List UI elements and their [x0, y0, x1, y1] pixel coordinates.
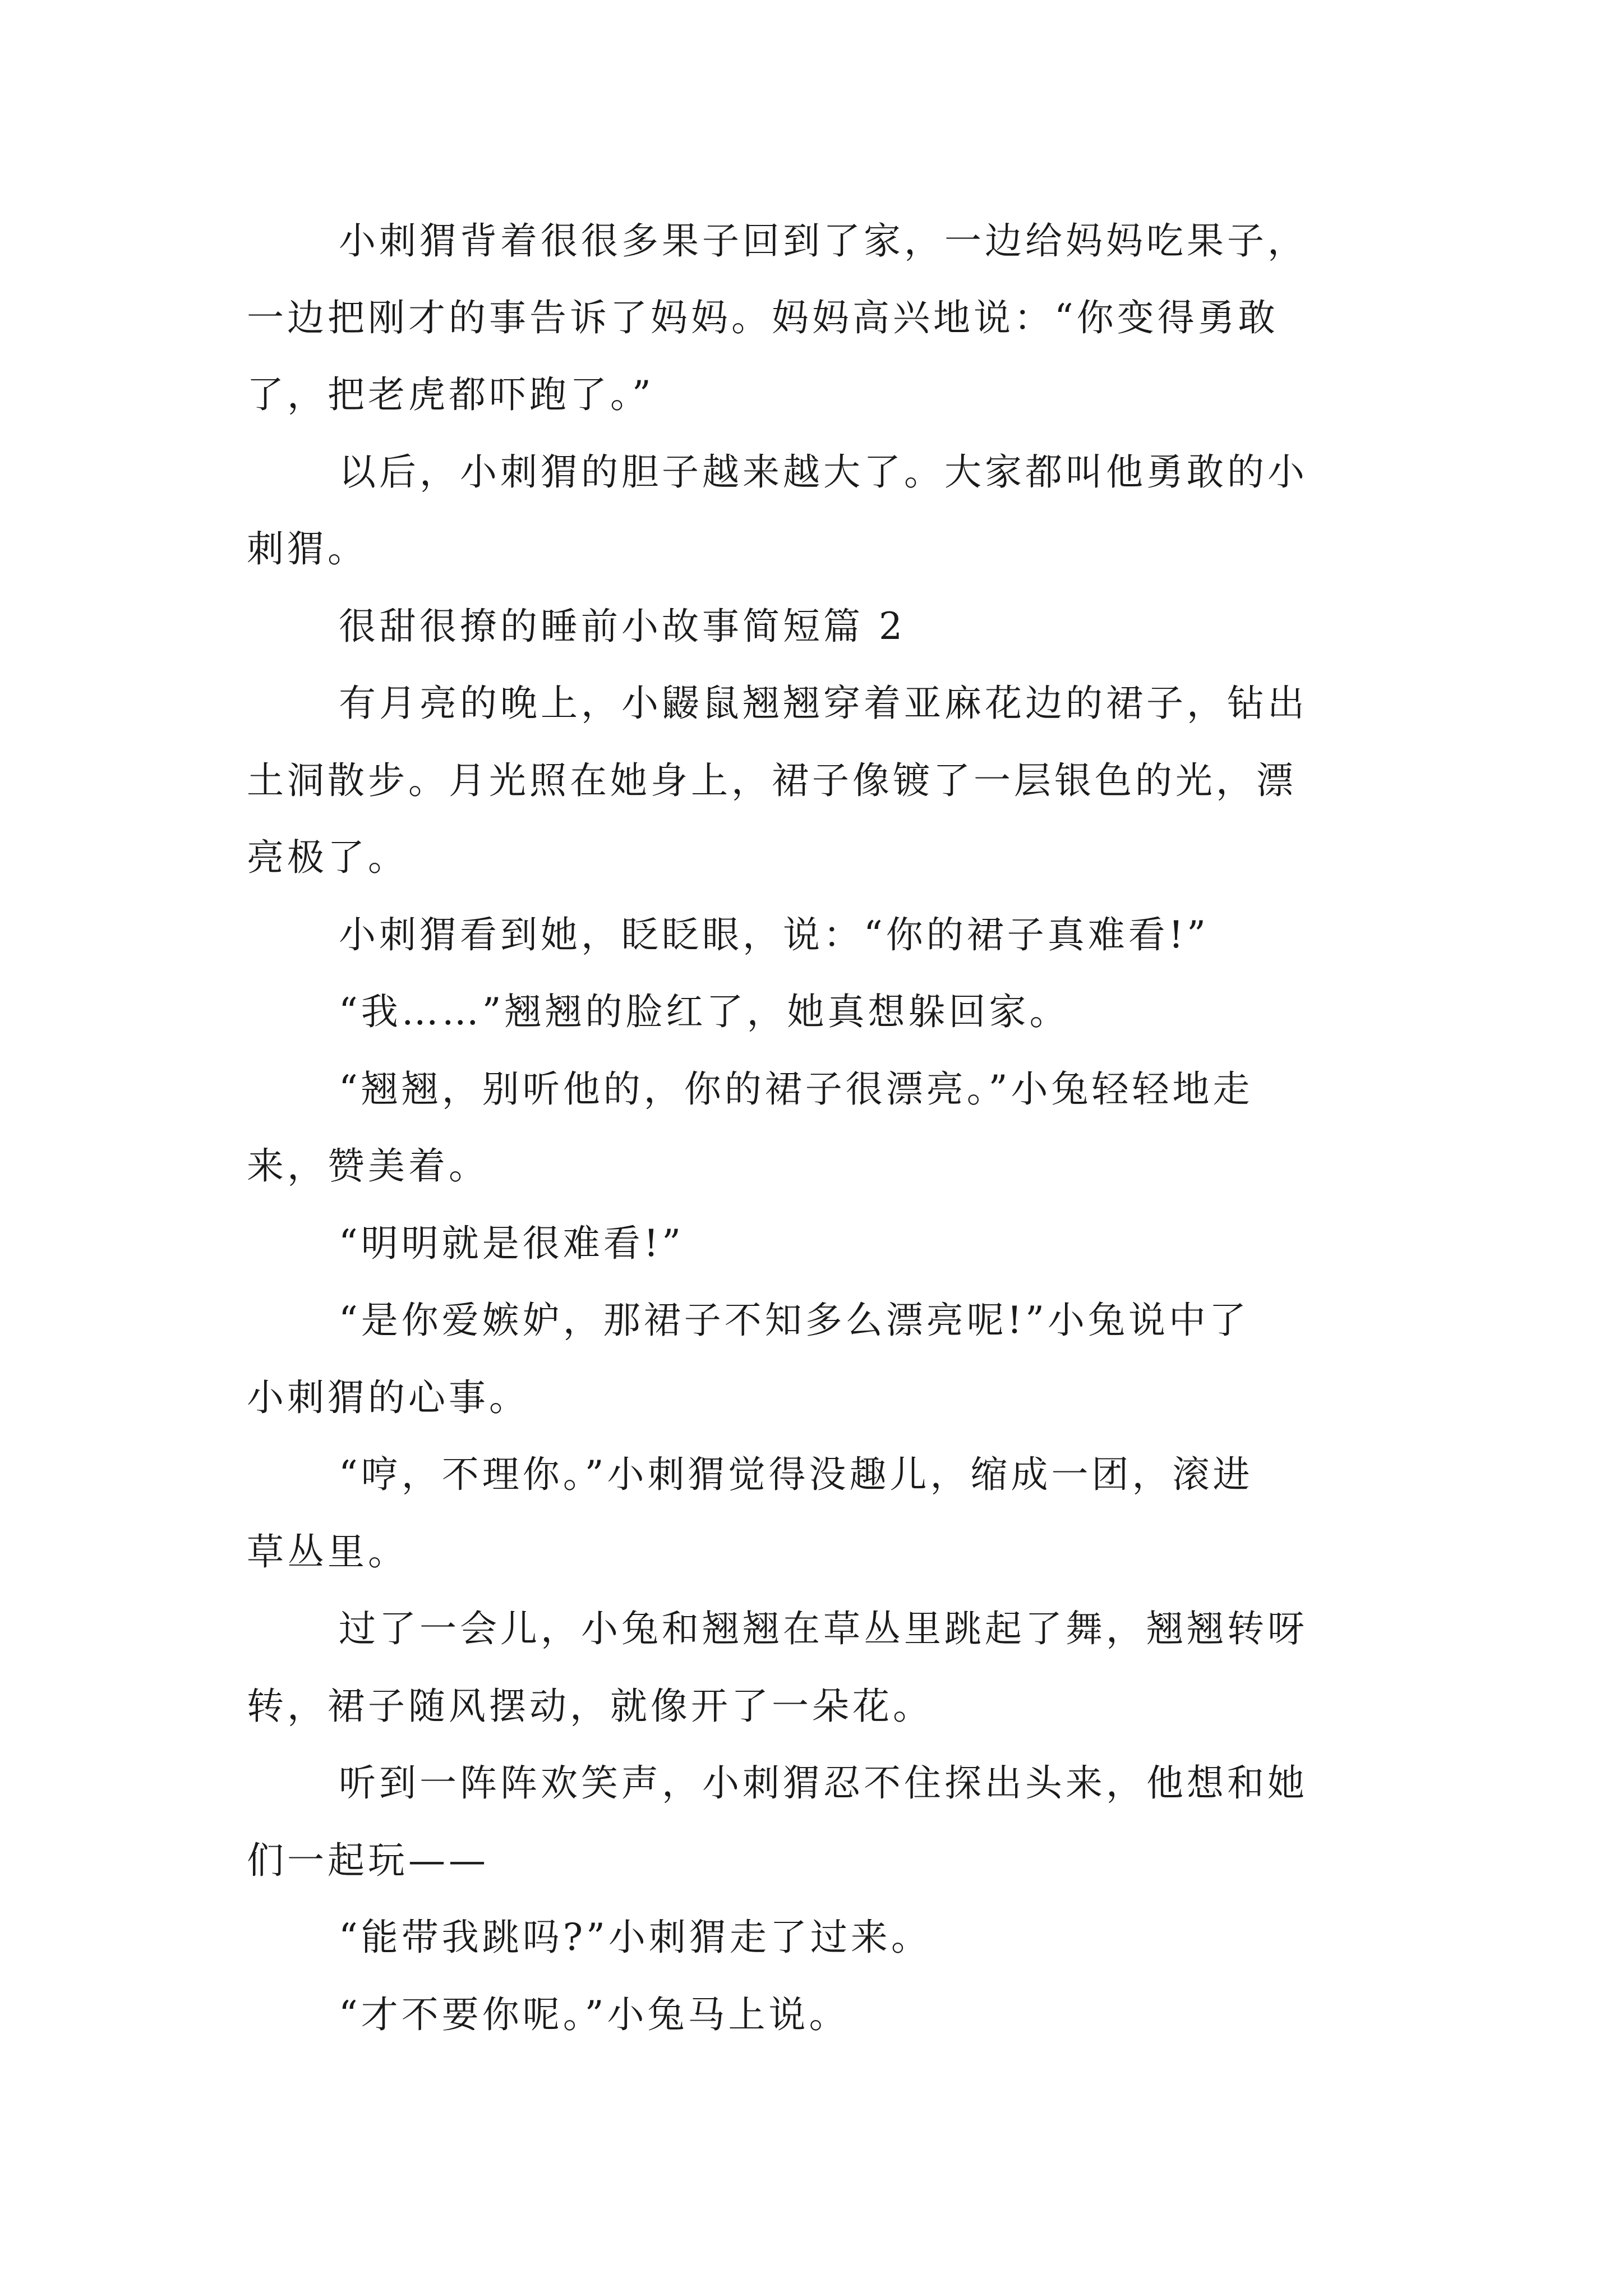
text-line: 听到一阵阵欢笑声，小刺猬忍不住探出头来，他想和她 — [339, 1761, 1308, 1805]
text-line: “翘翘，别听他的，你的裙子很漂亮。”小兔轻轻地走 — [339, 1068, 1253, 1111]
text-line: “哼，不理你。”小刺猬觉得没趣儿，缩成一团，滚进 — [339, 1453, 1253, 1496]
text-line: 们一起玩—— — [247, 1839, 489, 1882]
text-line: 转，裙子随风摆动，就像开了一朵花。 — [247, 1685, 933, 1728]
text-line: 以后，小刺猬的胆子越来越大了。大家都叫他勇敢的小 — [339, 450, 1308, 494]
section-heading: 很甜很撩的睡前小故事简短篇 2 — [339, 605, 906, 648]
text-line: 草丛里。 — [247, 1530, 408, 1573]
text-line: 小刺猬背着很很多果子回到了家，一边给妈妈吃果子， — [339, 219, 1308, 263]
text-line: “我……”翘翘的脸红了，她真想躲回家。 — [339, 990, 1070, 1033]
text-line: 一边把刚才的事告诉了妈妈。妈妈高兴地说：“你变得勇敢 — [247, 296, 1279, 339]
text-line: “才不要你呢。”小兔马上说。 — [339, 1993, 850, 2036]
text-line: 了，把老虎都吓跑了。” — [247, 373, 654, 416]
text-line: 过了一会儿，小兔和翘翘在草丛里跳起了舞，翘翘转呀 — [339, 1607, 1308, 1650]
text-line: “明明就是很难看!” — [339, 1222, 685, 1265]
text-line: 小刺猬的心事。 — [247, 1376, 529, 1419]
text-line: “是你爱嫉妒，那裙子不知多么漂亮呢!”小兔说中了 — [339, 1299, 1250, 1342]
text-line: 有月亮的晚上，小鼹鼠翘翘穿着亚麻花边的裙子，钻出 — [339, 682, 1308, 725]
text-line: 亮极了。 — [247, 836, 408, 879]
text-line: 来，赞美着。 — [247, 1144, 489, 1188]
text-line: 刺猬。 — [247, 527, 368, 570]
text-line: “能带我跳吗?”小刺猬走了过来。 — [339, 1916, 932, 1959]
text-line: 土洞散步。月光照在她身上，裙子像镀了一层银色的光，漂 — [247, 759, 1297, 802]
text-line: 小刺猬看到她，眨眨眼，说：“你的裙子真难看!” — [339, 913, 1210, 956]
